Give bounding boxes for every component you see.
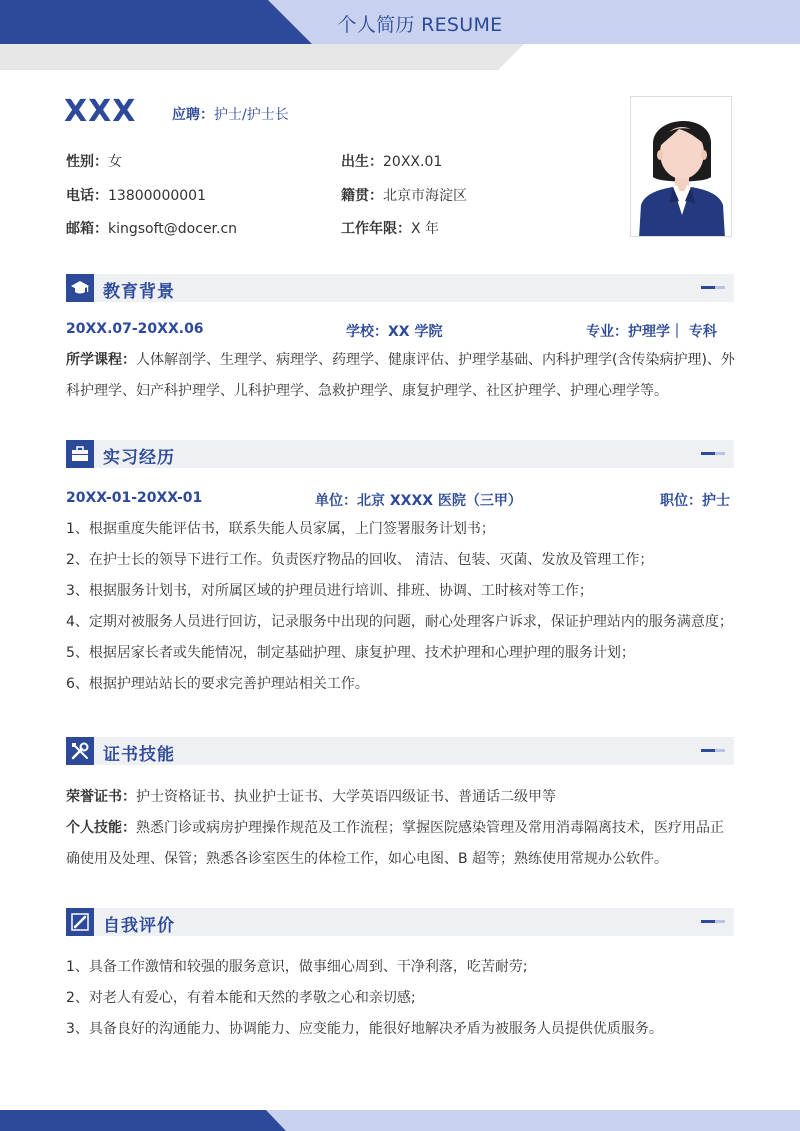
section-accent-bar — [701, 452, 715, 455]
education-major — [586, 321, 717, 341]
major-value: 护理学｜ 专科 — [628, 324, 717, 340]
section-header-self — [66, 908, 734, 936]
self-item: 1、具备工作激情和较强的服务意识，做事细心周到、干净利落，吃苦耐劳; — [66, 959, 528, 975]
duty-item: 3、根据服务计划书，对所属区域的护理员进行培训、排班、协调、工时核对等工作； — [66, 583, 593, 599]
years-value: X 年 — [411, 221, 440, 237]
internship-position — [660, 490, 730, 510]
honor-label: 荣誉证书： — [66, 789, 136, 805]
phone-label: 电话： — [66, 188, 108, 204]
certs-content — [66, 782, 736, 875]
education-school — [346, 321, 442, 341]
birth-field — [341, 151, 442, 171]
apply-value: 护士/护士长 — [214, 107, 289, 123]
birth-value: 20XX.01 — [383, 154, 443, 170]
candidate-name: XXX — [64, 94, 137, 129]
unit-label: 单位： — [315, 493, 357, 509]
self-evaluation — [66, 952, 736, 1045]
gender-field — [66, 151, 122, 171]
native-value: 北京市海淀区 — [383, 188, 467, 204]
skill-line-1 — [66, 813, 736, 844]
section-accent-bar — [701, 749, 715, 752]
courses-label: 所学课程： — [66, 352, 136, 368]
email-label: 邮箱： — [66, 221, 108, 237]
school-label: 学校： — [346, 324, 388, 340]
skill-text-1: 熟悉门诊或病房护理操作规范及工作流程；掌握医院感染管理及常用消毒隔离技术，医疗用品正 — [136, 820, 724, 836]
email-value: kingsoft@docer.cn — [108, 221, 238, 237]
resume-title: 个人简历 RESUME — [337, 14, 503, 36]
section-header-certs — [66, 737, 734, 765]
duty-item: 1、根据重度失能评估书，联系失能人员家属，上门签署服务计划书； — [66, 521, 495, 537]
apply-label: 应聘： — [172, 107, 214, 123]
briefcase-icon — [66, 440, 94, 468]
pencil-icon — [66, 908, 94, 936]
birth-label: 出生： — [341, 154, 383, 170]
section-header-education — [66, 274, 734, 302]
years-label: 工作年限： — [341, 221, 411, 237]
section-accent-bar-light — [715, 286, 725, 289]
phone-value: 13800000001 — [108, 188, 206, 204]
years-field — [341, 218, 439, 238]
email-field — [66, 218, 237, 238]
position-value: 护士 — [702, 493, 730, 509]
top-banner — [0, 0, 800, 70]
section-title-certs: 证书技能 — [103, 745, 175, 765]
courses-text-1: 人体解剖学、生理学、病理学、药理学、健康评估、护理学基础、内科护理学(含传染病护理)、外 — [136, 352, 735, 368]
section-accent-bar-light — [715, 920, 725, 923]
phone-field — [66, 185, 206, 205]
skill-label: 个人技能： — [66, 820, 136, 836]
duty-item: 4、定期对被服务人员进行回访，记录服务中出现的问题，耐心处理客户诉求，保证护理站内的服务满意度； — [66, 614, 733, 630]
tools-icon — [66, 737, 94, 765]
duty-item: 5、根据居家长者或失能情况，制定基础护理、康复护理、技术护理和心理护理的服务计划； — [66, 645, 635, 661]
internship-period: 20XX-01-20XX-01 — [66, 490, 203, 506]
duty-item: 6、根据护理站站长的要求完善护理站相关工作。 — [66, 676, 369, 692]
courses-line-2: 科护理学、妇产科护理学、儿科护理学、急救护理学、康复护理学、社区护理学、护理心理学等。 — [66, 383, 668, 399]
graduation-cap-icon — [66, 274, 94, 302]
education-courses — [66, 345, 736, 407]
unit-value: 北京 XXXX 医院（三甲） — [357, 493, 522, 509]
gender-label: 性别： — [66, 154, 108, 170]
position-label: 职位： — [660, 493, 702, 509]
education-period: 20XX.07-20XX.06 — [66, 321, 204, 337]
honor-text: 护士资格证书、执业护士证书、大学英语四级证书、普通话二级甲等 — [136, 789, 556, 805]
courses-line-1 — [66, 345, 736, 376]
profile-photo — [630, 96, 732, 237]
internship-duties — [66, 514, 736, 700]
bottom-banner — [0, 1110, 800, 1131]
self-item: 2、对老人有爱心，有着本能和天然的孝敬之心和亲切感; — [66, 990, 416, 1006]
section-accent-bar — [701, 920, 715, 923]
self-item: 3、具备良好的沟通能力、协调能力、应变能力，能很好地解决矛盾为被服务人员提供优质服务。 — [66, 1021, 663, 1037]
school-value: XX 学院 — [388, 324, 443, 340]
section-title-education: 教育背景 — [103, 282, 175, 302]
native-field — [341, 185, 467, 205]
native-label: 籍贯： — [341, 188, 383, 204]
section-accent-bar — [701, 286, 715, 289]
section-title-self: 自我评价 — [103, 916, 175, 936]
duty-item: 2、在护士长的领导下进行工作。负责医疗物品的回收、 清洁、包装、灭菌、发放及管理工作； — [66, 552, 654, 568]
major-label: 专业： — [586, 324, 628, 340]
gender-value: 女 — [108, 154, 122, 170]
apply-position — [172, 104, 289, 124]
section-title-internship: 实习经历 — [103, 448, 175, 468]
internship-unit — [315, 490, 522, 510]
honor-line — [66, 782, 736, 813]
section-header-internship — [66, 440, 734, 468]
skill-line-2: 确使用及处理、保管；熟悉各诊室医生的体检工作，如心电图、B 超等；熟练使用常规办公软件。 — [66, 851, 669, 867]
section-accent-bar-light — [715, 749, 725, 752]
section-accent-bar-light — [715, 452, 725, 455]
